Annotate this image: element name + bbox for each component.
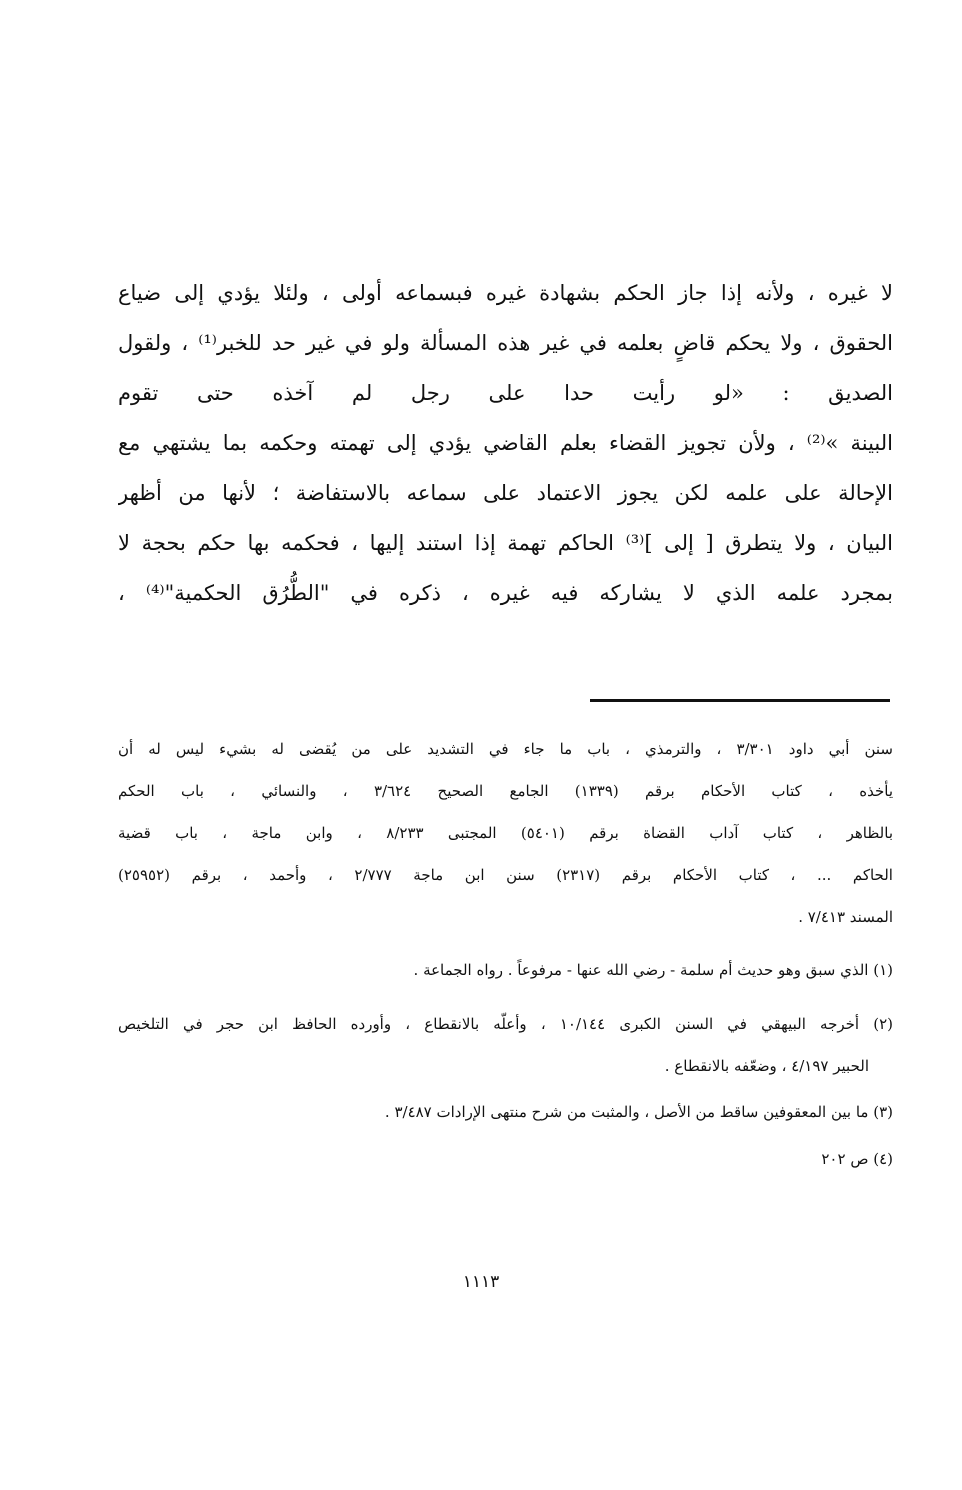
main-text-line: البيان ، ولا يتطرق [ إلى ]⁽³⁾ الحاكم تهمة إذا استند إليها ، فحكمه بها حكم بحجة لا — [118, 531, 893, 555]
main-text-line: الإحالة على علمه لكن يجوز الاعتماد على سماعه بالاستفاضة ؛ لأنها من أظهر — [118, 481, 893, 505]
footnote-continued — [118, 728, 893, 938]
main-text-line: لا غيره ، ولأنه إذا جاز الحكم بشهادة غيره فبسماعه أولى ، ولئلا يؤدي إلى ضياع — [118, 281, 893, 305]
page-number: ١١١٣ — [462, 1272, 500, 1292]
main-text-block — [118, 268, 893, 618]
footnote-line: المسند ٧/٤١٣ . — [798, 908, 893, 926]
main-text-line: بمجرد علمه الذي لا يشاركه فيه غيره ، ذكره في "الطُّرُق الحكمية"⁽⁴⁾ ، — [118, 581, 893, 605]
footnote-2 — [118, 1003, 893, 1087]
footnote-line: (١) الذي سبق وهو حديث أم سلمة - رضي الله عنها - مرفوعاً . رواه الجماعة . — [413, 961, 893, 979]
footnote-line: سنن أبي داود ٣/٣٠١ ، والترمذي ، باب ما جاء في التشديد على من يُقضى له بشيء ليس له أن — [118, 740, 893, 758]
footnote-line: الحبير ٤/١٩٧ ، وضعّفه بالانقطاع . — [664, 1057, 869, 1075]
footnote-line: (٤) ص ٢٠٢ — [821, 1150, 893, 1168]
footnote-1 — [118, 949, 893, 991]
footnote-line: (٣) ما بين المعقوفين ساقط من الأصل ، والمثبت من شرح منتهى الإرادات ٣/٤٨٧ . — [384, 1103, 893, 1121]
footnote-4 — [118, 1138, 893, 1180]
footnote-line: الحاكم ... ، كتاب الأحكام برقم (٢٣١٧) سنن ابن ماجة ٢/٧٧٧ ، وأحمد ، برقم (٢٥٩٥٢) — [118, 866, 893, 884]
main-text-line: الحقوق ، ولا يحكم قاضٍ بعلمه في غير هذه المسألة ولو في غير حد للخبر⁽¹⁾ ، ولقول — [118, 331, 893, 355]
footnote-separator — [590, 699, 890, 702]
main-text-line: الصديق : «لو رأيت حدا على رجل لم آخذه حتى تقوم — [118, 381, 893, 405]
footnote-line: (٢) أخرجه البيهقي في السنن الكبرى ١٠/١٤٤ ، وأعلّه بالانقطاع ، وأورده الحافظ ابن حجر في التلخيص — [118, 1015, 893, 1033]
footnote-line: يأخذه ، كتاب الأحكام برقم (١٣٣٩) الجامع الصحيح ٣/٦٢٤ ، والنسائي ، باب الحكم — [118, 782, 893, 800]
footnote-3 — [118, 1091, 893, 1133]
main-text-line: البينة »⁽²⁾ ، ولأن تجويز القضاء بعلم القاضي يؤدي إلى تهمته وحكمه بما يشتهي مع — [118, 431, 893, 455]
footnote-line: بالظاهر ، كتاب آداب القضاة برقم (٥٤٠١) المجتبى ٨/٢٣٣ ، وابن ماجة ، باب قضية — [118, 824, 893, 842]
